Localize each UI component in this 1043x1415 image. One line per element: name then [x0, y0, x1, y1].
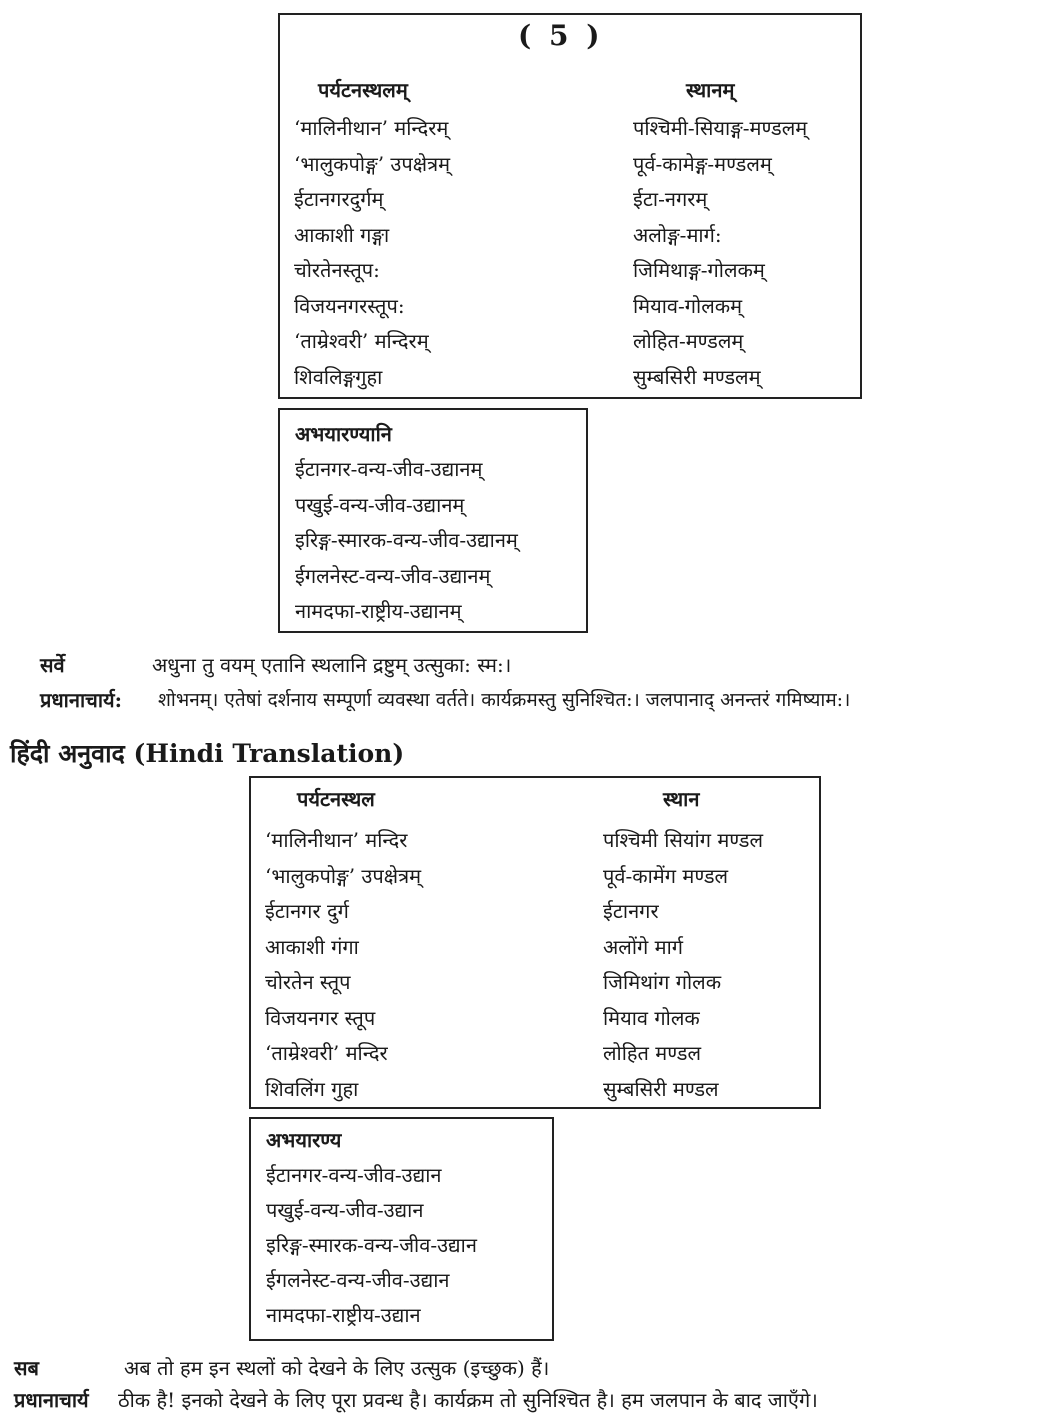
place-location-cell: लोहित-मण्डलम् [633, 329, 744, 353]
hindi-col2-header: स्थान [663, 787, 700, 811]
dialog-text: अब तो हम इन स्थलों को देखने के लिए उत्सुक (इच्छुक) हैं। [124, 1356, 550, 1380]
place-location-cell: जिमिथाङ्ग-गोलकम् [633, 258, 765, 282]
place-location-cell: अलोंगे मार्ग [603, 934, 684, 959]
place-location-cell: पश्चिमी सियांग मण्डल [603, 828, 764, 852]
sanctuary-item: इरिङ्ग-स्मारक-वन्य-जीव-उद्यानम् [295, 528, 518, 552]
place-name-cell: शिवलिङ्गगुहा [294, 364, 383, 389]
place-location-cell: ईटानगर [603, 899, 659, 923]
place-location-cell: सुम्बसिरी मण्डलम् [633, 364, 761, 389]
place-name-cell: ‘मालिनीथान’ मन्दिर [265, 828, 408, 852]
dialog-text: शोभनम्। एतेषां दर्शनाय सम्पूर्णा व्यवस्था वर्तते। कार्यक्रमस्तु सुनिश्चित:। जलपानाद् अनन्तरं गमिष्याम:। [158, 689, 851, 711]
place-name-cell: ‘भालुकपोङ्ग’ उपक्षेत्रम् [294, 151, 451, 176]
dialog-speaker: प्रधानाचार्य [14, 1388, 89, 1412]
place-location-cell: पूर्व-कामेङ्ग-मण्डलम् [633, 151, 772, 176]
place-location-cell: पूर्व-कामेंग मण्डल [603, 863, 729, 888]
sanctuary-item: इरिङ्ग-स्मारक-वन्य-जीव-उद्यान [266, 1233, 477, 1257]
sanctuary-item: ईगलनेस्ट-वन्य-जीव-उद्यानम् [295, 563, 491, 588]
place-name-cell: ईटानगर दुर्ग [265, 899, 349, 923]
sanskrit-col2-header: स्थानम् [686, 78, 735, 102]
sanctuary-item: ईगलनेस्ट-वन्य-जीव-उद्यान [266, 1268, 450, 1292]
page-number: ( 5 ) [518, 19, 604, 52]
place-name-cell: चोरतेनस्तूप: [294, 258, 380, 282]
dialog-speaker: सब [14, 1356, 39, 1380]
dialog-text: अधुना तु वयम् एतानि स्थलानि द्रष्टुम् उत्सुका: स्म:। [152, 653, 512, 677]
place-location-cell: लोहित मण्डल [603, 1041, 702, 1065]
place-name-cell: आकाशी गङ्गा [294, 222, 390, 247]
place-location-cell: सुम्बसिरी मण्डल [603, 1076, 719, 1101]
hindi-sanctuaries-header: अभयारण्य [266, 1128, 342, 1152]
sanskrit-sanctuaries-header: अभयारण्यानि [295, 422, 392, 446]
place-location-cell: अलोङ्ग-मार्ग: [633, 222, 722, 247]
sanctuary-item: पखुई-वन्य-जीव-उद्यानम् [295, 492, 465, 517]
place-name-cell: ‘ताम्रेश्वरी’ मन्दिरम् [294, 329, 429, 353]
hindi-col1-header: पर्यटनस्थल [297, 787, 375, 811]
place-name-cell: ‘मालिनीथान’ मन्दिरम् [294, 116, 449, 140]
place-location-cell: जिमिथांग गोलक [603, 970, 722, 994]
place-name-cell: शिवलिंग गुहा [265, 1076, 359, 1101]
dialog-speaker: प्रधानाचार्य: [40, 688, 123, 712]
place-location-cell: ईटा-नगरम् [633, 187, 708, 211]
sanctuary-item: नामदफा-राष्ट्रीय-उद्यानम् [295, 599, 462, 623]
place-name-cell: चोरतेन स्तूप [265, 970, 351, 994]
dialog-speaker: सर्वे [40, 653, 65, 677]
sanskrit-col1-header: पर्यटनस्थलम् [318, 78, 408, 102]
place-location-cell: पश्चिमी-सियाङ्ग-मण्डलम् [633, 116, 808, 140]
sanctuary-item: ईटानगर-वन्य-जीव-उद्यानम् [295, 457, 483, 481]
place-name-cell: ईटानगरदुर्गम् [294, 187, 384, 211]
sanctuary-item: ईटानगर-वन्य-जीव-उद्यान [266, 1163, 442, 1187]
place-name-cell: विजयनगर स्तूप [265, 1005, 376, 1030]
sanctuary-item: नामदफा-राष्ट्रीय-उद्यान [266, 1303, 421, 1327]
place-location-cell: मियाव गोलक [603, 1005, 700, 1030]
sanctuary-item: पखुई-वन्य-जीव-उद्यान [266, 1198, 424, 1222]
dialog-text: ठीक है! इनको देखने के लिए पूरा प्रवन्ध है। कार्यक्रम तो सुनिश्चित है। हम जलपान के बाद जाएँगे। [118, 1388, 818, 1412]
place-name-cell: आकाशी गंगा [265, 934, 359, 959]
hindi-translation-heading: हिंदी अनुवाद (Hindi Translation) [10, 739, 405, 768]
place-name-cell: विजयनगरस्तूप: [294, 293, 405, 318]
place-name-cell: ‘भालुकपोङ्ग’ उपक्षेत्रम् [265, 863, 422, 888]
place-location-cell: मियाव-गोलकम् [633, 293, 743, 318]
place-name-cell: ‘ताम्रेश्वरी’ मन्दिर [265, 1041, 388, 1065]
